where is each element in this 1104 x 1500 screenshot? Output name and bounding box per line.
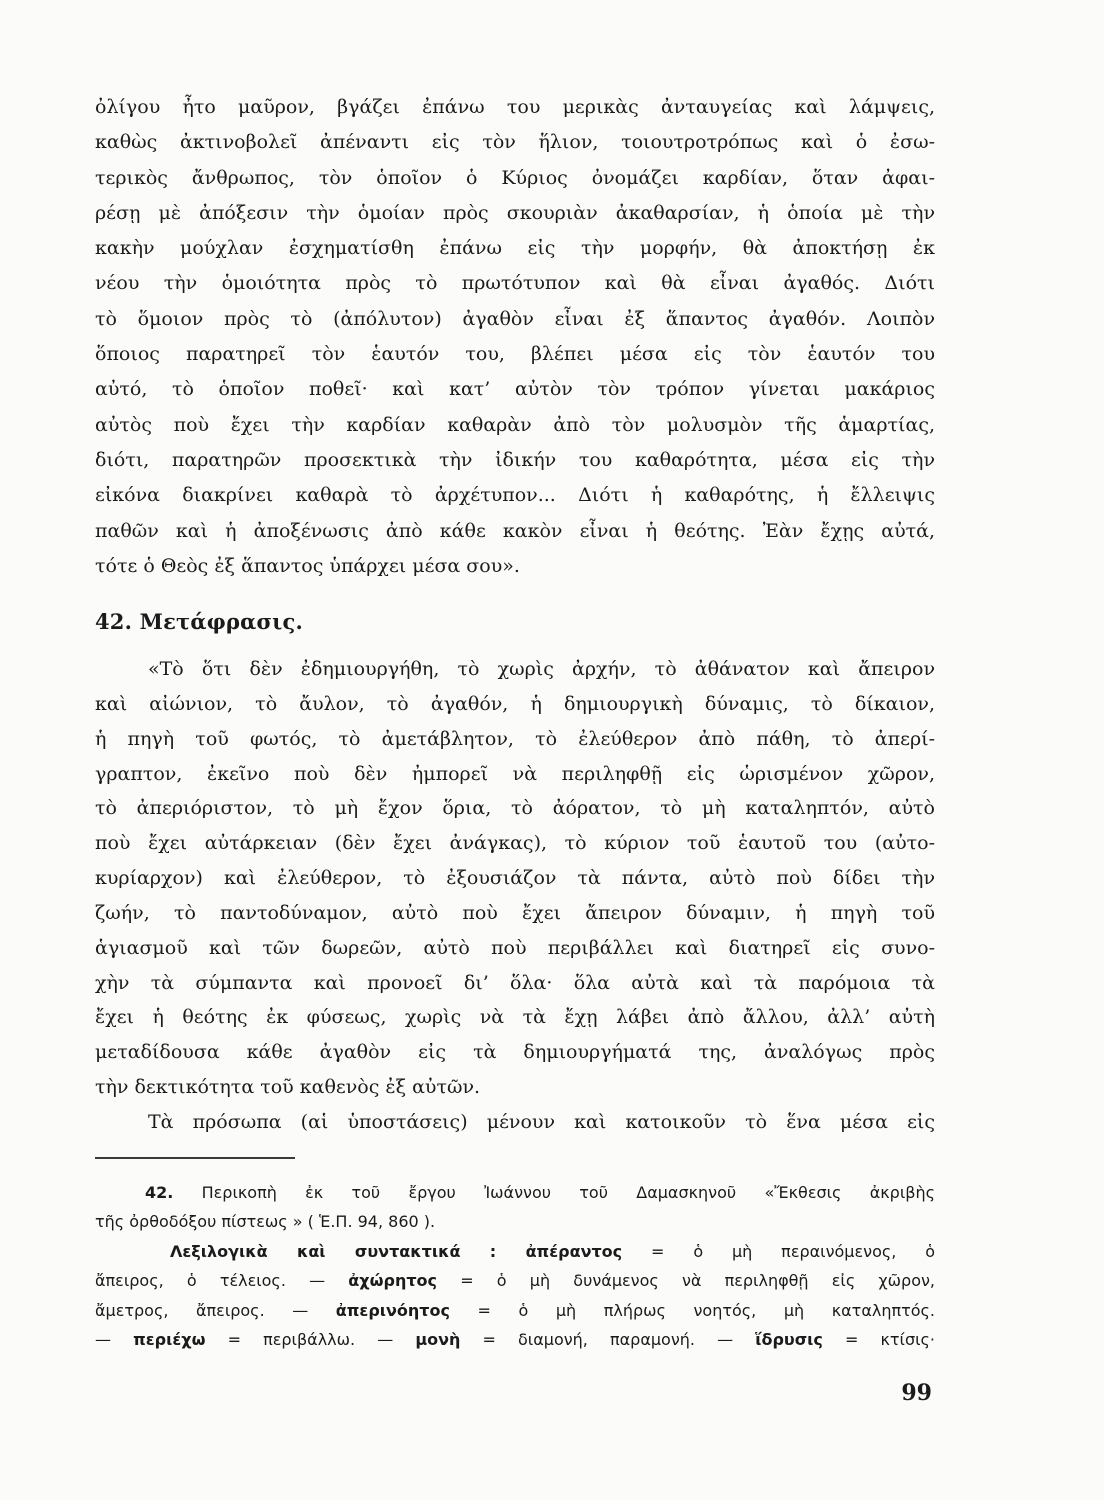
translation-line: ζωήν, τὸ παντοδύναμον, αὐτὸ ποὺ ἔχει ἄπειρον δύναμιν, ἡ πηγὴ τοῦ (95, 901, 935, 924)
glossary-definition: ἄμετρος, ἄπειρος. — (95, 1300, 336, 1320)
body-line: νέου τὴν ὁμοιότητα πρὸς τὸ πρωτότυπον καὶ θὰ εἶναι ἀγαθός. Διότι (95, 272, 935, 295)
translation-paragraph (95, 652, 935, 1140)
glossary-definition: — (95, 1329, 134, 1349)
translation-line: μεταδίδουσα κάθε ἀγαθὸν εἰς τὰ δημιουργήματά της, ἀναλόγως πρὸς (95, 1041, 935, 1064)
next-paragraph-line: Τὰ πρόσωπα (αἱ ὑποστάσεις) μένουν καὶ κατοικοῦν τὸ ἕνα μέσα εἰς (148, 1110, 935, 1133)
translation-line: ἡ πηγὴ τοῦ φωτός, τὸ ἀμετάβλητον, τὸ ἐλεύθερον ἀπὸ πάθη, τὸ ἀπερί- (95, 727, 935, 750)
translation-line: γραπτον, ἐκεῖνο ποὺ δὲν ἠμπορεῖ νὰ περιληφθῇ εἰς ὡρισμένον χῶρον, (95, 762, 935, 785)
glossary-definition: ἄπειρος, ὁ τέλειος. — (95, 1271, 349, 1291)
footnote-line (95, 1325, 935, 1354)
body-line: παθῶν καὶ ἡ ἀποξένωσις ἀπὸ κάθε κακὸν εἶναι ἡ θεότης. Ἐὰν ἔχῃς αὐτά, (95, 519, 935, 542)
body-line: αὐτὸς ποὺ ἔχει τὴν καρδίαν καθαρὰν ἀπὸ τὸν μολυσμὸν τῆς ἁμαρτίας, (95, 413, 935, 436)
translation-line: ἔχει ἡ θεότης ἐκ φύσεως, χωρὶς νὰ τὰ ἔχῃ λάβει ἀπὸ ἄλλου, ἀλλ’ αὐτὴ (95, 1006, 935, 1029)
body-line: κακὴν μούχλαν ἐσχηματίσθη ἐπάνω εἰς τὴν μορφήν, θὰ ἀποκτήσῃ ἐκ (95, 237, 935, 260)
translation-line: ποὺ ἔχει αὐτάρκειαν (δὲν ἔχει ἀνάγκας), τὸ κύριον τοῦ ἑαυτοῦ του (αὐτο- (95, 832, 935, 855)
translation-line: χὴν τὰ σύμπαντα καὶ προνοεῖ δι’ ὅλα· ὅλα αὐτὰ καὶ τὰ παρόμοια τὰ (95, 971, 935, 994)
glossary-term: ἵδρυσις (755, 1329, 823, 1349)
glossary-term: ἀπερινόητος (335, 1300, 450, 1320)
footnote (95, 1178, 935, 1354)
section-heading: 42. Μετάφρασις. (95, 609, 304, 634)
footnote-line (95, 1207, 935, 1236)
translation-line: τὸ ἀπεριόριστον, τὸ μὴ ἔχον ὅρια, τὸ ἀόρατον, τὸ μὴ καταληπτόν, αὐτὸ (95, 797, 935, 820)
glossary-term: μονὴ (415, 1329, 461, 1349)
body-line: αὐτό, τὸ ὁποῖον ποθεῖ· καὶ κατ’ αὐτὸν τὸν τρόπον γίνεται μακάριος (95, 378, 935, 401)
glossary-definition: = ὁ μὴ περαινόμενος, ὁ (622, 1241, 936, 1261)
glossary-heading-term: Λεξιλογικὰ καὶ συντακτικά : ἀπέραντος (170, 1241, 623, 1261)
body-line: ρέσῃ μὲ ἀπόξεσιν τὴν ὁμοίαν πρὸς σκουριὰν ἀκαθαρσίαν, ἡ ὁποία μὲ τὴν (95, 201, 935, 224)
body-line: ὅποιος παρατηρεῖ τὸν ἑαυτόν του, βλέπει μέσα εἰς τὸν ἑαυτόν του (95, 343, 935, 366)
footnote-source-text: Περικοπὴ ἐκ τοῦ ἔργου Ἰωάννου τοῦ Δαμασκηνοῦ «Ἔκθεσις ἀκριβὴς (173, 1183, 935, 1202)
body-line: τὸ ὅμοιον πρὸς τὸ (ἀπόλυτον) ἀγαθὸν εἶναι ἐξ ἅπαντος ἀγαθόν. Λοιπὸν (95, 307, 935, 330)
footnote-line (95, 1178, 935, 1207)
glossary-term: ἀχώρητος (348, 1271, 438, 1291)
body-line: τερικὸς ἄνθρωπος, τὸν ὁποῖον ὁ Κύριος ὀνομάζει καρδίαν, ὅταν ἀφαι- (95, 166, 935, 189)
footnote-number: 42. (145, 1183, 174, 1202)
page-number: 99 (901, 1380, 932, 1406)
translation-line: τὴν δεκτικότητα τοῦ καθενὸς ἐξ αὐτῶν. (95, 1076, 481, 1099)
body-line: εἰκόνα διακρίνει καθαρὰ τὸ ἀρχέτυπον... Διότι ἡ καθαρότης, ἡ ἔλλειψις (95, 484, 935, 507)
glossary-term: περιέχω (133, 1329, 206, 1349)
body-line: καθὼς ἀκτινοβολεῖ ἀπέναντι εἰς τὸν ἥλιον, τοιουτροτρόπως καὶ ὁ ἐσω- (95, 131, 935, 154)
glossary-definition: = ὁ μὴ πλήρως νοητός, μὴ καταληπτός. (450, 1300, 936, 1320)
glossary-definition: = κτίσις· (822, 1329, 936, 1349)
glossary-definition: = περιβάλλω. — (205, 1329, 416, 1349)
footnote-line (95, 1237, 935, 1266)
translation-line: κυρίαρχον) καὶ ἐλεύθερον, τὸ ἐξουσιάζον τὰ πάντα, αὐτὸ ποὺ δίδει τὴν (95, 867, 935, 890)
body-line: ὀλίγου ἦτο μαῦρον, βγάζει ἐπάνω του μερικὰς ἀνταυγείας καὶ λάμψεις, (95, 96, 935, 118)
footnote-separator (95, 1157, 295, 1159)
translation-line: ἁγιασμοῦ καὶ τῶν δωρεῶν, αὐτὸ ποὺ περιβάλλει καὶ διατηρεῖ εἰς συνο- (95, 936, 935, 959)
footnote-source-text: τῆς ὀρθοδόξου πίστεως » ( Ἑ.Π. 94, 860 ). (95, 1212, 436, 1232)
body-paragraph (95, 90, 935, 584)
translation-line: «Τὸ ὅτι δὲν ἐδημιουργήθη, τὸ χωρὶς ἀρχήν, τὸ ἀθάνατον καὶ ἄπειρον (148, 658, 935, 680)
translation-line: καὶ αἰώνιον, τὸ ἄυλον, τὸ ἀγαθόν, ἡ δημιουργικὴ δύναμις, τὸ δίκαιον, (95, 692, 935, 715)
glossary-definition: = ὁ μὴ δυνάμενος νὰ περιληφθῇ εἰς χῶρον, (437, 1271, 936, 1291)
glossary-definition: = διαμονή, παραμονή. — (460, 1329, 756, 1349)
footnote-line (95, 1296, 935, 1325)
body-line: διότι, παρατηρῶν προσεκτικὰ τὴν ἰδικήν του καθαρότητα, μέσα εἰς τὴν (95, 448, 935, 471)
footnote-line (95, 1266, 935, 1295)
body-line: τότε ὁ Θεὸς ἐξ ἅπαντος ὑπάρχει μέσα σου». (95, 554, 520, 577)
